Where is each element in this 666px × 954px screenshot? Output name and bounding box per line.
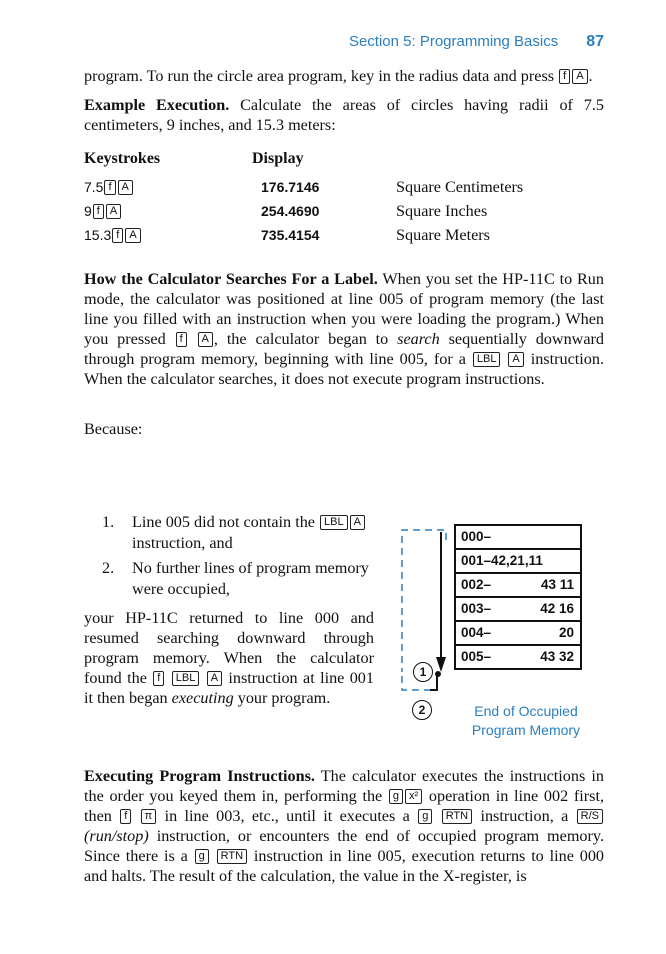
number-entry: 15.3	[84, 227, 112, 243]
executing-text: instruction, or encounters the end of occupied program memory. Since there is a	[84, 827, 604, 865]
emphasis-executing: executing	[171, 689, 234, 707]
emphasis-run-stop: (run/stop)	[84, 827, 149, 845]
display-value: 176.7146	[261, 179, 320, 195]
memory-line	[456, 646, 580, 668]
arrow-down-icon	[436, 657, 446, 672]
intro-end: .	[588, 67, 593, 85]
key-x-squared: x²	[405, 789, 422, 804]
dashed-top-connector	[402, 530, 446, 543]
key-a: A	[125, 228, 140, 243]
memory-line	[456, 622, 580, 646]
key-g: g	[195, 849, 209, 864]
memory-line	[456, 550, 580, 574]
key-f: f	[104, 180, 115, 195]
keystrokes-cell	[84, 177, 134, 197]
because-list	[84, 512, 374, 708]
marker-2: 2	[412, 700, 432, 720]
key-f: f	[153, 671, 164, 686]
keystrokes-cell	[84, 225, 142, 245]
key-g: g	[389, 789, 403, 804]
because-label: Because:	[84, 420, 143, 438]
line-value: 42 16	[540, 601, 574, 616]
list-number: 2.	[102, 559, 115, 577]
line-label: 001–42,21,11	[461, 553, 543, 568]
executing-text: The calculator executes the instructions in the order you keyed them in, performing the	[84, 767, 604, 805]
key-f: f	[112, 228, 123, 243]
key-a: A	[106, 204, 121, 219]
unit-label: Square Centimeters	[396, 178, 524, 196]
search-text: sequentially downward through program memory, beginning with line 005, for a	[84, 330, 605, 368]
table-row	[84, 201, 604, 225]
executing-text: in line 003, etc., until it executes a	[157, 807, 418, 825]
example-paragraph	[84, 95, 604, 135]
line-label: 004–	[461, 625, 492, 640]
memory-line	[456, 526, 580, 550]
end-dot	[435, 671, 441, 677]
page-body	[84, 66, 604, 439]
end-of-memory-note: End of Occupied Program Memory	[471, 703, 581, 738]
program-memory-register	[454, 524, 582, 670]
list-text: instruction, and	[132, 534, 233, 552]
col-display: Display	[252, 150, 304, 167]
key-lbl: LBL	[473, 352, 501, 367]
list-text: Line 005 did not contain the	[132, 513, 315, 531]
because-text: your HP-11C returned to line 000 and resumed searching downward through program memory. When the calculator found the	[84, 609, 374, 687]
table-row	[84, 177, 604, 201]
because-paragraph	[84, 608, 374, 708]
key-a: A	[508, 352, 523, 367]
search-heading: How the Calculator Searches For a Label.	[84, 270, 378, 288]
intro-paragraph	[84, 66, 604, 86]
line-label: 003–	[461, 601, 492, 616]
line-label: 002–	[461, 577, 492, 592]
search-text: When you set the HP-11C to Run mode, the calculator was positioned at line 005 of program memory (the last line you filled with an instruction when you were loading the program.) When you pressed	[84, 270, 604, 348]
list-item	[84, 558, 374, 600]
key-a: A	[207, 671, 222, 686]
line-value: 43 11	[540, 577, 574, 592]
key-pi: π	[141, 809, 157, 824]
line-label: 000–	[461, 529, 492, 544]
emphasis-search: search	[397, 330, 440, 348]
page-number: 87	[586, 33, 604, 50]
unit-label: Square Inches	[396, 202, 488, 220]
key-rtn: RTN	[217, 849, 247, 864]
memory-line	[456, 598, 580, 622]
keystrokes-cell	[84, 201, 122, 221]
list-text: No further lines of program memory were occupied,	[132, 559, 369, 598]
keystroke-table	[84, 149, 604, 249]
key-a: A	[118, 180, 133, 195]
example-text: Calculate the areas of circles having radii of 7.5 centimeters, 9 inches, and 15.3 meters:	[84, 96, 604, 134]
key-f: f	[559, 69, 570, 84]
number-entry: 7.5	[84, 179, 104, 195]
key-lbl: LBL	[320, 515, 348, 530]
because-text: your program.	[233, 689, 331, 707]
table-row	[84, 225, 604, 249]
executing-heading: Executing Program Instructions.	[84, 767, 315, 785]
line-value: 20	[558, 625, 574, 640]
intro-text: program. To run the circle area program, key in the radius data and press	[84, 67, 555, 85]
line-value: 43 32	[540, 649, 574, 664]
key-run-stop: R/S	[577, 809, 603, 824]
executing-paragraph	[84, 766, 604, 886]
line-label: 005–	[461, 649, 492, 664]
key-f: f	[120, 809, 131, 824]
list-number: 1.	[102, 513, 115, 531]
key-a: A	[350, 515, 365, 530]
executing-text: instruction, a	[473, 807, 576, 825]
col-keystrokes: Keystrokes	[84, 150, 161, 167]
display-value: 735.4154	[261, 227, 320, 243]
because-text: instruction at line 001 it then began	[84, 669, 374, 707]
marker-1: 1	[413, 662, 433, 682]
example-heading: Example Execution.	[84, 96, 230, 114]
number-entry: 9	[84, 203, 92, 219]
key-lbl: LBL	[172, 671, 200, 686]
search-text: , the calculator began to	[213, 330, 398, 348]
memory-line	[456, 574, 580, 598]
list-item	[84, 512, 374, 554]
search-paragraph	[84, 269, 604, 389]
executing-text: instruction in line 005, execution returns to line 000 and halts. The result of the calculation, the value in the X-register, is	[84, 847, 605, 885]
search-text: instruction. When the calculator searches, it does not execute program instructions.	[84, 350, 604, 388]
key-f: f	[176, 332, 187, 347]
key-a: A	[572, 69, 587, 84]
key-f: f	[93, 204, 104, 219]
unit-label: Square Meters	[396, 226, 490, 244]
key-a: A	[198, 332, 213, 347]
key-rtn: RTN	[442, 809, 472, 824]
executing-text: operation in line 002 first, then	[84, 787, 604, 825]
page-header	[349, 33, 604, 51]
display-value: 254.4690	[261, 203, 320, 219]
section-title: Section 5: Programming Basics	[348, 33, 559, 50]
key-g: g	[418, 809, 432, 824]
